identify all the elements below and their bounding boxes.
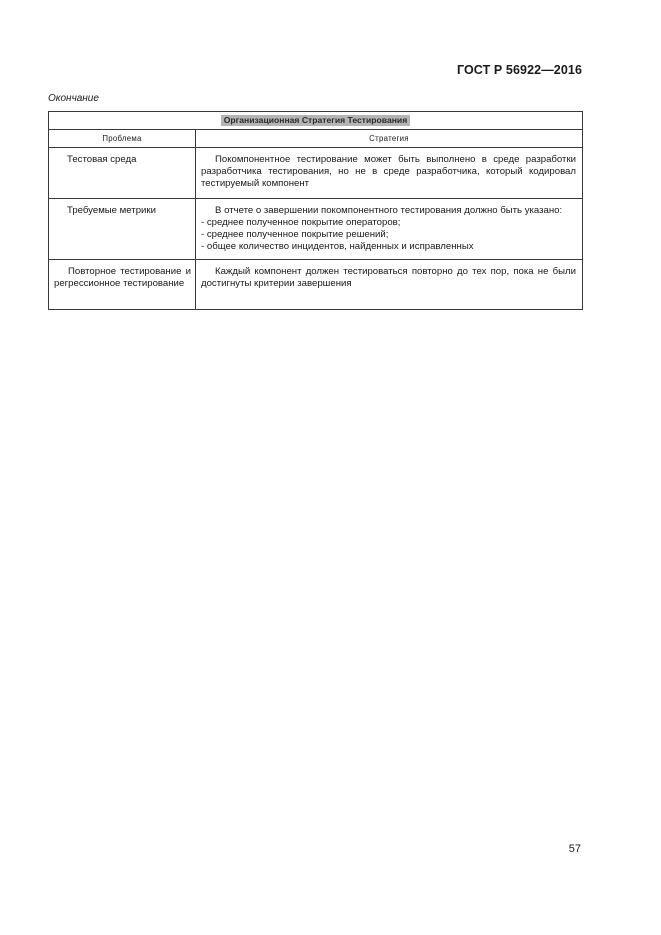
table-title-cell (49, 112, 583, 130)
problem-cell (49, 148, 196, 199)
strategy-intro: В отчете о завершении покомпонентного тестирования должно быть указано: (215, 205, 563, 216)
table-row (49, 260, 583, 310)
strategy-list-item: - среднее полученное покрытие решений; (201, 229, 389, 240)
problem-text: Повторное тестирование и регрессионное тестирование (54, 266, 191, 289)
standard-number: ГОСТ Р 56922—2016 (456, 63, 582, 77)
table-row (49, 148, 583, 199)
table-title-row (49, 112, 583, 130)
strategy-list-item: - общее количество инцидентов, найденных и исправленных (201, 241, 474, 252)
problem-cell (49, 260, 196, 310)
strategy-text: Покомпонентное тестирование может быть выполнено в среде разработки разработчика тестирования, но не в среде разработчика, который кодировал тестируемый компонент (201, 154, 576, 189)
problem-text: Требуемые метрики (67, 205, 156, 216)
strategy-cell (196, 148, 583, 199)
column-header-strategy: Стратегия (196, 130, 583, 148)
problem-cell (49, 199, 196, 260)
problem-text: Тестовая среда (67, 154, 137, 165)
strategy-text: Каждый компонент должен тестироваться повторно до тех пор, пока не были достигнуты критерии завершения (201, 266, 576, 289)
strategy-cell (196, 260, 583, 310)
column-header-problem: Проблема (49, 130, 196, 148)
table-header-row (49, 130, 583, 148)
table-title: Организационная Стратегия Тестирования (221, 115, 410, 126)
strategy-table (48, 111, 583, 310)
strategy-list-item: - среднее полученное покрытие операторов; (201, 217, 401, 228)
continuation-label: Окончание (48, 93, 99, 104)
strategy-cell (196, 199, 583, 260)
table-row (49, 199, 583, 260)
page-number: 57 (568, 843, 581, 855)
